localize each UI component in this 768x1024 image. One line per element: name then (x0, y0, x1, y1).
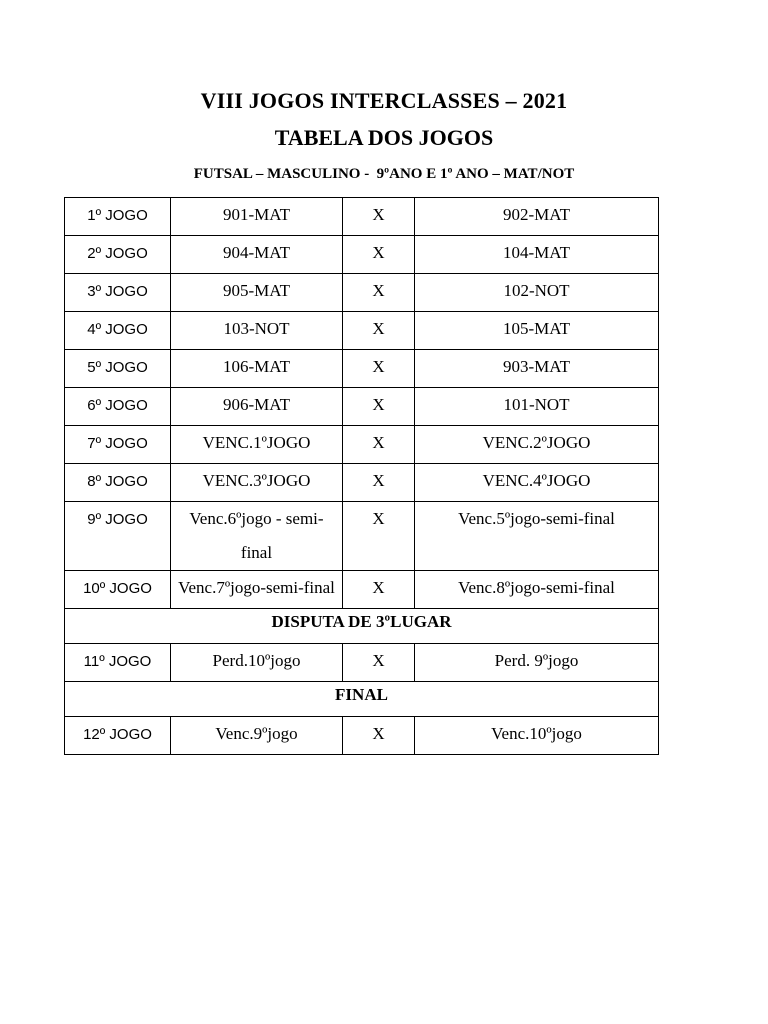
document-title: VIII JOGOS INTERCLASSES – 2021 (200, 88, 568, 113)
versus-mark: X (343, 464, 415, 502)
away-team: 105-MAT (415, 312, 659, 350)
home-team: VENC.3ºJOGO (171, 464, 343, 502)
away-team: 101-NOT (415, 388, 659, 426)
away-team: VENC.4ºJOGO (415, 464, 659, 502)
home-team: 106-MAT (171, 350, 343, 388)
table-row (65, 717, 659, 755)
away-team: Venc.10ºjogo (415, 717, 659, 755)
category-line: FUTSAL – MASCULINO - 9ºANO E 1º ANO – MAT/NOT (193, 166, 575, 182)
away-team: 104-MAT (415, 236, 659, 274)
away-team: Venc.5ºjogo-semi-final (415, 502, 659, 571)
versus-mark: X (343, 502, 415, 571)
home-team: VENC.1ºJOGO (171, 426, 343, 464)
home-team: 906-MAT (171, 388, 343, 426)
away-team: Venc.8ºjogo-semi-final (415, 571, 659, 609)
table-row (65, 644, 659, 682)
table-row (65, 464, 659, 502)
home-team: 103-NOT (171, 312, 343, 350)
game-number: 1º JOGO (65, 198, 171, 236)
document-subtitle: TABELA DOS JOGOS (274, 125, 494, 150)
game-number: 5º JOGO (65, 350, 171, 388)
away-team: 102-NOT (415, 274, 659, 312)
table-row (65, 388, 659, 426)
table-row (65, 571, 659, 609)
versus-mark: X (343, 350, 415, 388)
table-row (65, 236, 659, 274)
versus-mark: X (343, 644, 415, 682)
home-team: 905-MAT (171, 274, 343, 312)
home-team: Venc.7ºjogo-semi-final (171, 571, 343, 609)
section-row (65, 682, 659, 717)
games-table (64, 197, 659, 755)
game-number: 6º JOGO (65, 388, 171, 426)
final-heading: FINAL (65, 682, 659, 717)
game-number: 9º JOGO (65, 502, 171, 571)
section-row (65, 609, 659, 644)
table-row (65, 426, 659, 464)
home-team: Perd.10ºjogo (171, 644, 343, 682)
home-team: Venc.9ºjogo (171, 717, 343, 755)
away-team: Perd. 9ºjogo (415, 644, 659, 682)
versus-mark: X (343, 571, 415, 609)
game-number: 2º JOGO (65, 236, 171, 274)
home-team: Venc.6ºjogo - semi-final (171, 502, 343, 571)
game-number: 7º JOGO (65, 426, 171, 464)
home-team: 901-MAT (171, 198, 343, 236)
game-number: 8º JOGO (65, 464, 171, 502)
versus-mark: X (343, 717, 415, 755)
away-team: 903-MAT (415, 350, 659, 388)
table-row (65, 350, 659, 388)
versus-mark: X (343, 236, 415, 274)
away-team: 902-MAT (415, 198, 659, 236)
table-row (65, 198, 659, 236)
versus-mark: X (343, 388, 415, 426)
versus-mark: X (343, 274, 415, 312)
game-number: 3º JOGO (65, 274, 171, 312)
table-row (65, 274, 659, 312)
third-place-heading: DISPUTA DE 3ºLUGAR (65, 609, 659, 644)
versus-mark: X (343, 198, 415, 236)
game-number: 12º JOGO (65, 717, 171, 755)
game-number: 10º JOGO (65, 571, 171, 609)
versus-mark: X (343, 312, 415, 350)
versus-mark: X (343, 426, 415, 464)
table-row (65, 312, 659, 350)
game-number: 4º JOGO (65, 312, 171, 350)
home-team: 904-MAT (171, 236, 343, 274)
away-team: VENC.2ºJOGO (415, 426, 659, 464)
game-number: 11º JOGO (65, 644, 171, 682)
table-row (65, 502, 659, 571)
